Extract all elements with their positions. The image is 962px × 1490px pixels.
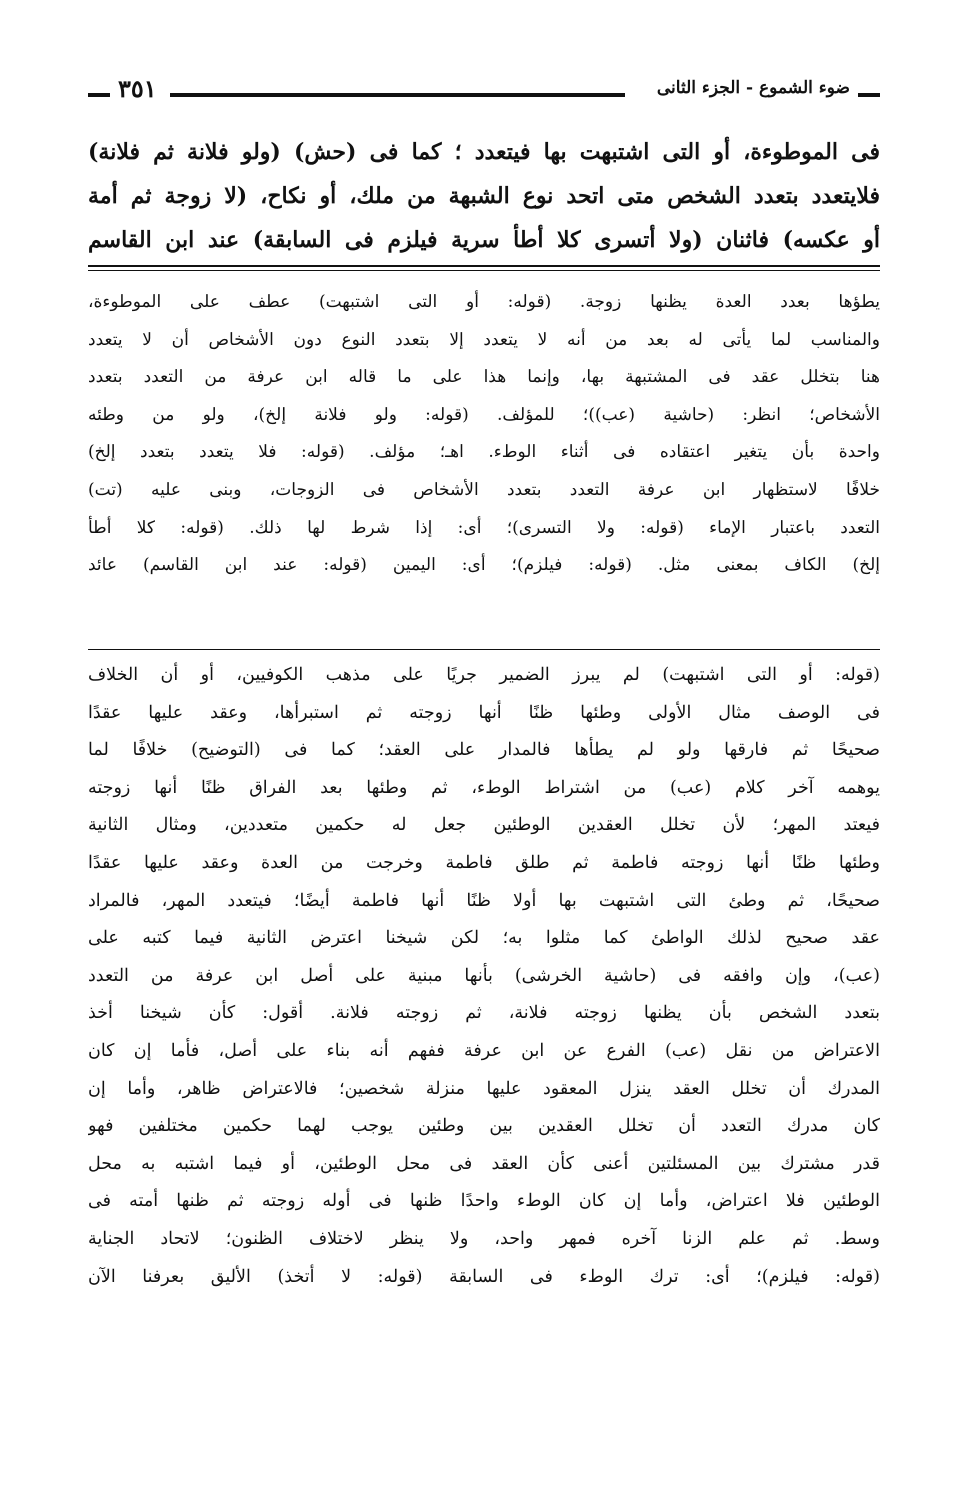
footnote-line: قدر مشترك بين المسئلتين أعنى كأن العقد فى محل الوطئين، أو فيما اشتبه به محل (88, 1153, 880, 1174)
commentary-line: والمناسب لما يأتى له بعد من أنه لا يتعدد إلا بتعدد النوع دون الأشخاص أن لا يتعدد (88, 329, 880, 350)
header-rule-left (88, 93, 110, 97)
header-rule-middle (170, 93, 625, 97)
header-title: ضوء الشموع - الجزء الثانى (656, 78, 850, 98)
footnote-line: وسط. ثم علم الزنا آخره فمهر واحد، ولا ينظر لاختلاف الظنون؛ لاتحاد الجناية (88, 1228, 880, 1249)
main-text-line: أو عكسه) فاثنان (ولا أتسرى كلا أطأ سرية فيلزم فى السابقة) عند ابن القاسم (88, 227, 880, 253)
footnote-text (88, 657, 880, 1296)
footnote-line: بتعدد الشخص بأن يظنها زوجته فلانة، ثم زوجته فلانة. أقول: كأن شيخنا أخذ (88, 1003, 880, 1024)
single-divider (88, 649, 880, 650)
header-rule-right (858, 93, 880, 97)
footnote-line: المدرك أن تخلل العقد ينزل المعقود عليها منزلة شخصين؛ فالاعتراض ظاهر، وأما إن (88, 1078, 880, 1099)
book-page (88, 60, 880, 1420)
footnote-line: (عب)، وإن وافقه فى (حاشية الخرشى) بأنها مبنية على أصل ابن عرفة من التعدد (88, 965, 880, 986)
commentary-line: هنا بتخلل عقد فى المشتبهة بها، وإنما هذا على ما قاله ابن عرفة من التعدد بتعدد (88, 367, 880, 388)
commentary-line: التعدد باعتبار الإماء (قوله: ولا التسرى)؛ أى: إذا شرط لها ذلك. (قوله: كلا أطأ (88, 517, 880, 538)
footnote-line: الوطئين فلا اعتراض، وأما إن كان الوطء واحدًا ظنها فى أوله زوجته ثم ظنها أمته فى (88, 1191, 880, 1212)
double-divider-bottom (88, 270, 880, 271)
footnote-line: فى الوصف مثال الأولى وطئها ظنًا أنها زوجته ثم استبرأها، وعقد عليها عقدًا (88, 702, 880, 723)
commentary-line: خلافًا لاستظهار ابن عرفة التعدد بتعدد الأشخاص فى الزوجات، وبنى عليه (تت) (88, 479, 880, 500)
main-text-line: فى الموطوءة، أو التى اشتبهت بها فيتعدد ؛ كما فى (حش) (ولو فلانة ثم فلانة) (88, 139, 880, 165)
double-divider-top (88, 265, 880, 267)
footnote-line: يوهمه آخر كلام (عب) من اشتراط الوطء، ثم وطئها بعد الفراق ظنًا أنها زوجته (88, 777, 880, 798)
commentary-text (88, 284, 880, 585)
page-number: ٣٥١ (118, 74, 157, 103)
commentary-line: واحدة بأن يتغير اعتقاده فى أثناء الوطء. اهـ؛ مؤلف. (قوله: فلا يتعدد بتعدد إلخ) (88, 442, 880, 463)
footnote-line: (قوله: فيلزم)؛ أى: ترك الوطء فى السابقة (قوله: لا أتخذ) الأليق بعرفنا الآن (88, 1266, 880, 1287)
commentary-line: الأشخاص؛ انظر: (حاشية (عب))؛ للمؤلف. (قوله: ولو فلانة إلخ)، ولو من وطئه (88, 404, 880, 425)
footnote-line: كان مدرك التعدد أن تخلل العقدين بين وطئين يوجب لهما حكمين مختلفين فهو (88, 1116, 880, 1137)
footnote-line: فيعتد المهر؛ لأن تخلل العقدين الوطئين جعل له حكمين متعددين، ومثال الثانية (88, 815, 880, 836)
footnote-line: الاعتراض من نقل (عب) الفرع عن ابن عرفة ففهم أنه بناء على أصل، فأما إن كان (88, 1040, 880, 1061)
running-header (88, 74, 880, 110)
footnote-line: (قوله: أو التى اشتبهت) لم يبرز الضمير جريًا على مذهب الكوفيين، أو أن الخلاف (88, 665, 880, 685)
footnote-line: صحيحًا، ثم وطئ التى اشتبهت بها أولا ظنًا أنها فاطمة أيضًا؛ فيتعدد المهر، فالمراد (88, 890, 880, 911)
commentary-line: إلخ) الكاف بمعنى مثل. (قوله: فيلزم)؛ أى: اليمين (قوله: عند ابن القاسم) عائد (88, 555, 880, 576)
commentary-line: يطؤها بعدد العدة يظنها زوجة. (قوله: أو التى اشتبهت) عطف على الموطوءة، (88, 292, 880, 312)
main-text (88, 130, 880, 262)
footnote-line: صحيحًا ثم فارقها ولو لم يطأها فالمدار على العقد؛ كما فى (التوضيح) خلافًا لما (88, 740, 880, 761)
footnote-line: وطئها ظنًا أنها زوجته فاطمة ثم طلق فاطمة وخرجت من العدة وعقد عليها عقدًا (88, 852, 880, 873)
main-text-line: فلايتعدد بتعدد الشخص متى اتحد نوع الشبهة من ملك، أو نكاح، (لا زوجة ثم أمة (88, 183, 880, 209)
footnote-line: عقد صحيح لذلك الواطئ كما مثلوا به؛ لكن شيخنا اعترض الثانية فيما كتبه على (88, 928, 880, 949)
